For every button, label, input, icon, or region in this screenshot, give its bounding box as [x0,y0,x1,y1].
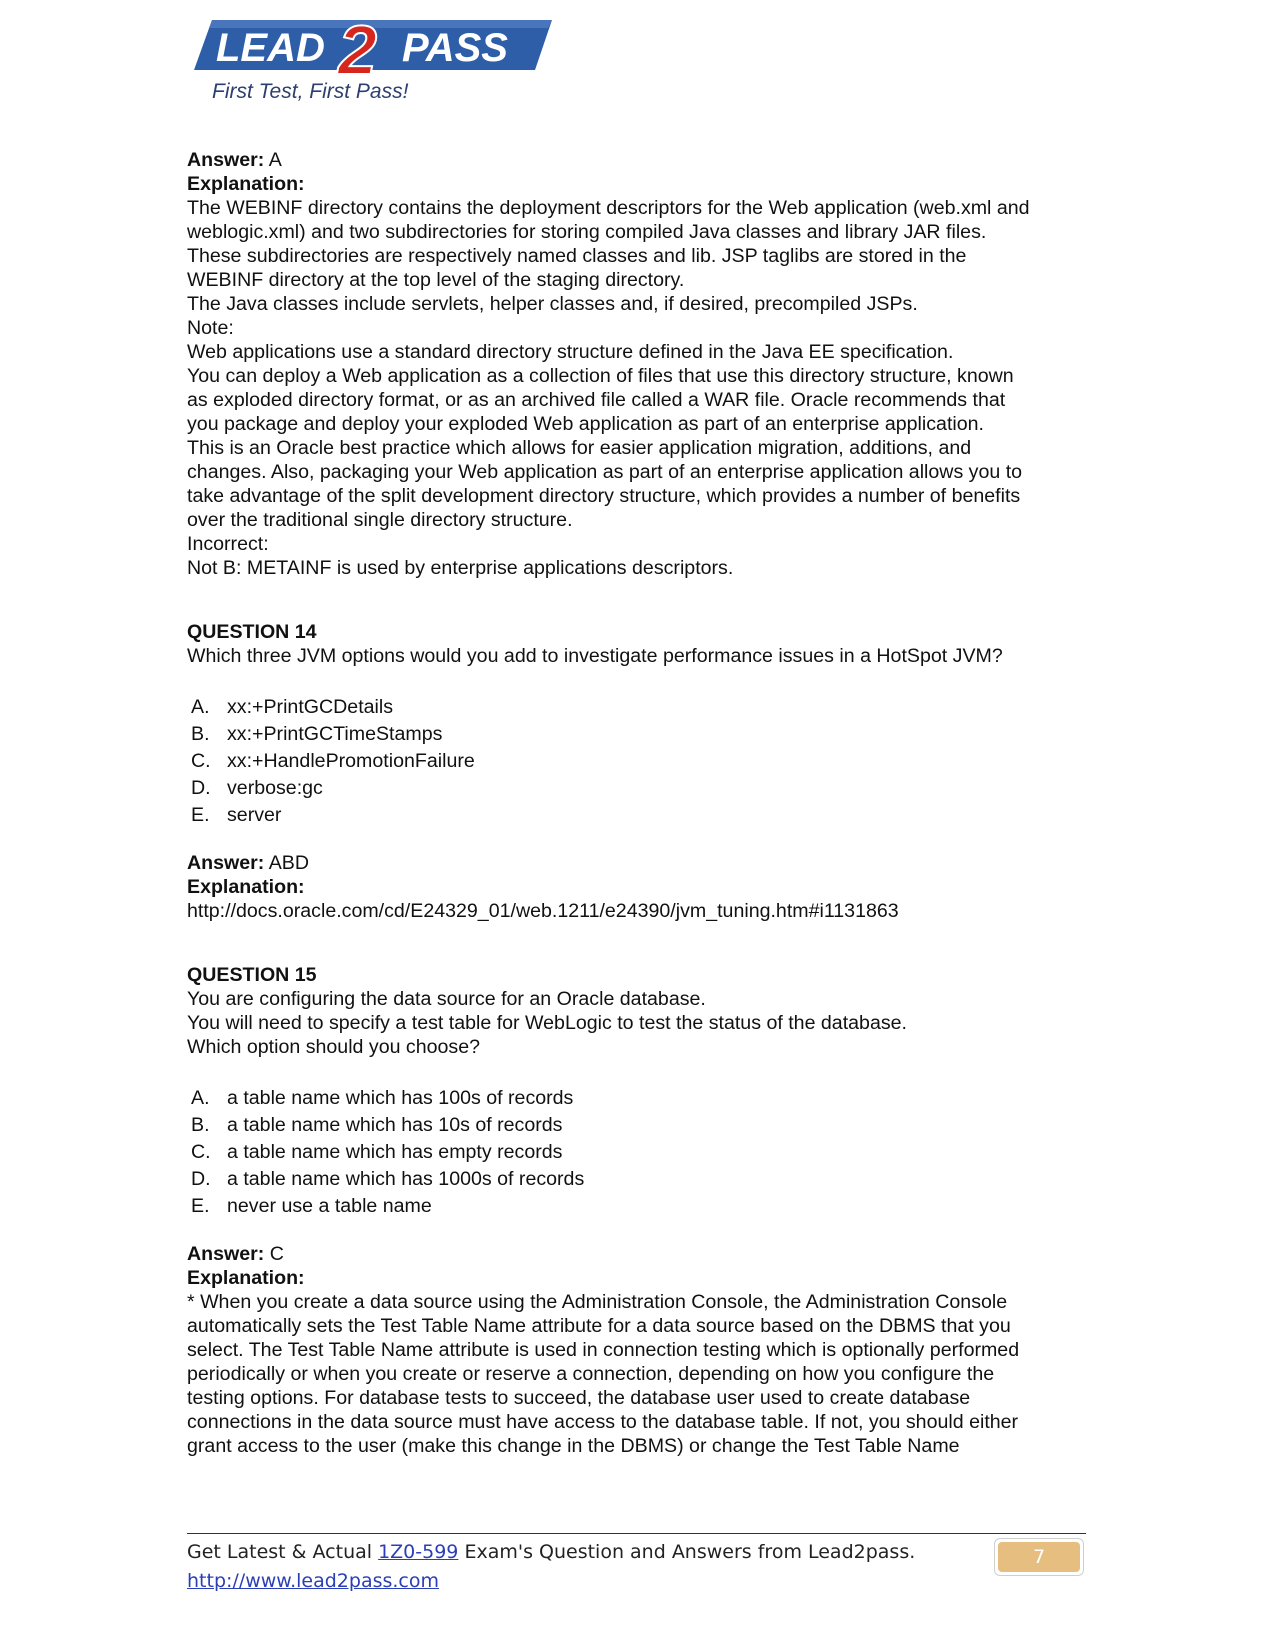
page-number-badge [994,1538,1084,1576]
text-line: Incorrect: [187,533,269,555]
text-line: The Java classes include servlets, helper classes and, if desired, precompiled JSPs. [187,293,918,315]
text-line: as exploded directory format, or as an archived file called a WAR file. Oracle recommends that [187,389,1006,411]
text-line: periodically or when you create or reserve a connection, depending on how you configure the [187,1363,995,1385]
text-line: Note: [187,317,234,339]
page-number: 7 [998,1542,1080,1572]
option-text: server [227,804,282,826]
question-14-title: QUESTION 14 [187,621,317,643]
option-letter: A. [191,696,210,718]
text-line: take advantage of the split development directory structure, which provides a number of benefits [187,485,1021,507]
q13-answer: Answer: A [187,149,282,171]
option-item [187,721,1087,748]
option-item [187,1166,1087,1193]
option-letter: B. [191,1114,210,1136]
text-line: This is an Oracle best practice which allows for easier application migration, additions, and [187,437,972,459]
option-letter: E. [191,1195,210,1217]
text-line: over the traditional single directory structure. [187,509,573,531]
option-text: never use a table name [227,1195,432,1217]
text-line: grant access to the user (make this change in the DBMS) or change the Test Table Name [187,1435,960,1457]
text-line: you package and deploy your exploded Web application as part of an enterprise application. [187,413,984,435]
q15-answer: Answer: C [187,1243,284,1265]
footer-prefix: Get Latest & Actual [187,1541,379,1563]
option-item [187,802,1087,829]
option-text: a table name which has 1000s of records [227,1168,585,1190]
q13-explanation-text [187,196,1087,580]
option-text: a table name which has 100s of records [227,1087,574,1109]
option-text: xx:+PrintGCTimeStamps [227,723,443,745]
option-item [187,694,1087,721]
question-14-options [187,694,1087,829]
question-15-title: QUESTION 15 [187,964,317,986]
text-line: WEBINF directory at the top level of the staging directory. [187,269,685,291]
text-line: Not B: METAINF is used by enterprise applications descriptors. [187,557,734,579]
question-15-text: You are configuring the data source for an Oracle database. [187,988,706,1010]
q14-explanation-url: http://docs.oracle.com/cd/E24329_01/web.1211/e24390/jvm_tuning.htm#i1131863 [187,900,899,922]
text-line: These subdirectories are respectively named classes and lib. JSP taglibs are stored in the [187,245,967,267]
text-line: select. The Test Table Name attribute is used in connection testing which is optionally performed [187,1339,1020,1361]
text-line: You can deploy a Web application as a collection of files that use this directory structure, known [187,365,1014,387]
exam-code-link[interactable]: 1Z0-599 [378,1541,459,1563]
option-letter: D. [191,1168,211,1190]
text-line: connections in the data source must have access to the database table. If not, you should either [187,1411,1019,1433]
text-line: * When you create a data source using the Administration Console, the Administration Console [187,1291,1008,1313]
option-item [187,748,1087,775]
option-text: a table name which has 10s of records [227,1114,563,1136]
option-item [187,1085,1087,1112]
q14-answer: Answer: ABD [187,852,309,874]
question-14-text: Which three JVM options would you add to investigate performance issues in a HotSpot JVM? [187,645,1003,667]
option-letter: D. [191,777,211,799]
option-item [187,1112,1087,1139]
question-15-text: You will need to specify a test table for WebLogic to test the status of the database. [187,1012,907,1034]
logo-text-2: 2 [338,14,377,89]
option-letter: C. [191,750,211,772]
text-line: automatically sets the Test Table Name attribute for a data source based on the DBMS that you [187,1315,1011,1337]
option-letter: B. [191,723,210,745]
page-footer [187,1538,915,1596]
logo-text-pass: PASS [402,26,508,70]
option-letter: E. [191,804,210,826]
text-line: The WEBINF directory contains the deployment descriptors for the Web application (web.xml and [187,197,1030,219]
site-link[interactable]: http://www.lead2pass.com [187,1570,440,1592]
question-15-options [187,1085,1087,1220]
option-item [187,775,1087,802]
option-text: verbose:gc [227,777,323,799]
q14-explanation-label: Explanation: [187,876,305,898]
option-text: a table name which has empty records [227,1141,563,1163]
question-15-text: Which option should you choose? [187,1036,481,1058]
page-content [187,148,1087,1458]
text-line: Web applications use a standard directory structure defined in the Java EE specification. [187,341,954,363]
logo-text-lead: LEAD [216,26,325,70]
option-item [187,1193,1087,1220]
footer-suffix: Exam's Question and Answers from Lead2pass. [458,1541,916,1563]
text-line: changes. Also, packaging your Web application as part of an enterprise application allows you to [187,461,1023,483]
option-text: xx:+PrintGCDetails [227,696,394,718]
option-text: xx:+HandlePromotionFailure [227,750,475,772]
q15-explanation-label: Explanation: [187,1267,305,1289]
text-line: weblogic.xml) and two subdirectories for storing compiled Java classes and library JAR files. [187,221,987,243]
option-letter: A. [191,1087,210,1109]
q13-explanation-label: Explanation: [187,173,305,195]
footer-line [187,1538,915,1567]
option-letter: C. [191,1141,211,1163]
lead2pass-logo [190,14,570,106]
footer-divider [187,1533,1086,1534]
option-item [187,1139,1087,1166]
q15-explanation-text [187,1290,1087,1458]
text-line: testing options. For database tests to succeed, the database user used to create database [187,1387,971,1409]
logo-tagline: First Test, First Pass! [212,80,409,103]
